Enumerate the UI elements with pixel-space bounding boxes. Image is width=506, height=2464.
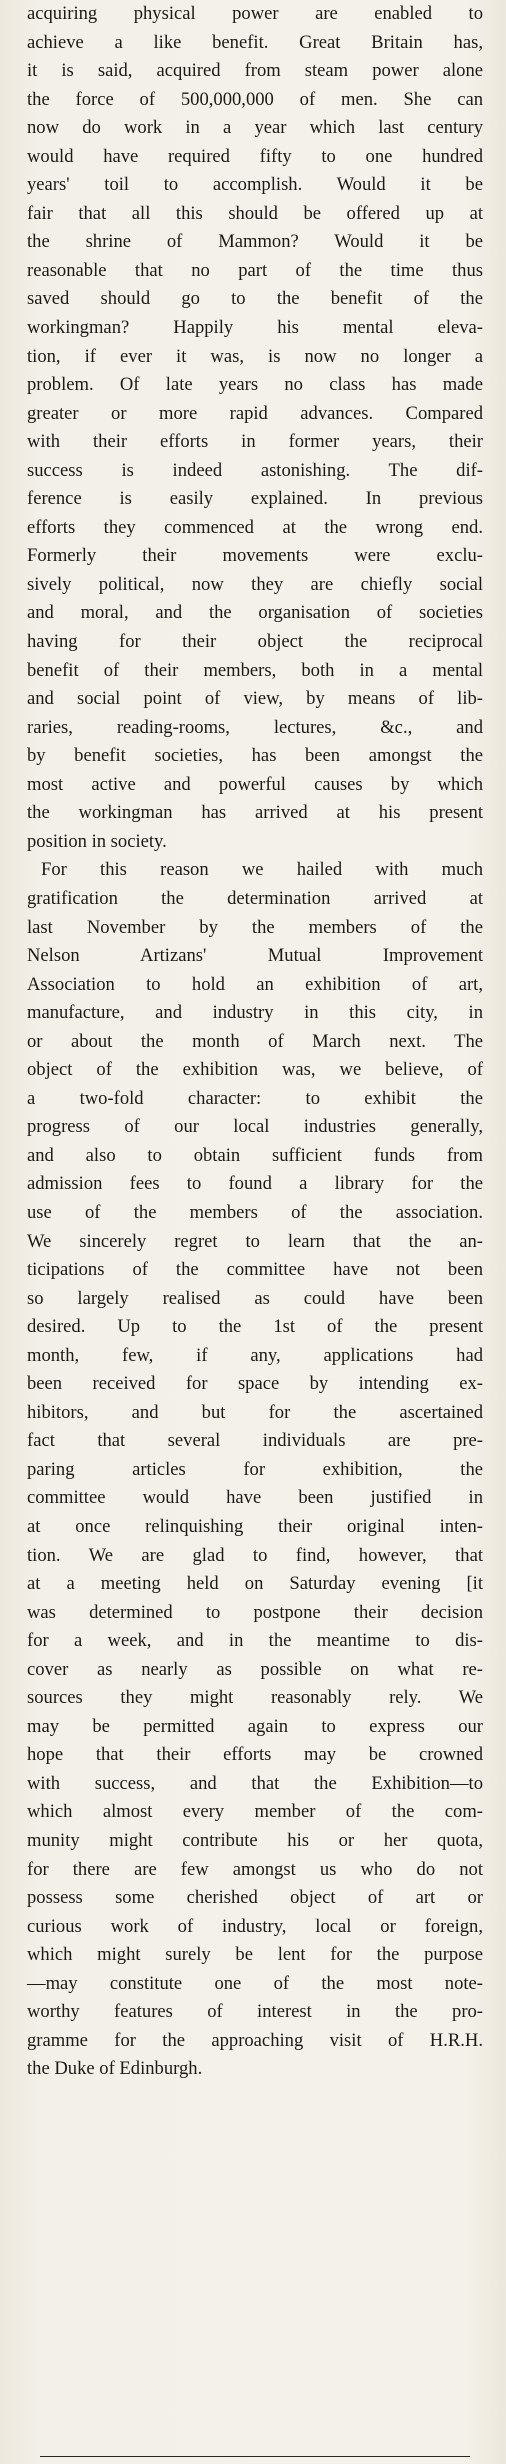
text-line: with their efforts in former years, their [27,431,483,453]
text-line: now do work in a year which last century [27,117,483,139]
text-line: Nelson Artizans' Mutual Improvement [27,945,483,967]
text-line: been received for space by intending ex- [27,1373,483,1395]
text-line: raries, reading-rooms, lectures, &c., and [27,716,483,738]
text-line: ference is easily explained. In previous [27,488,483,510]
text-line: having for their object the reciprocal [27,631,483,653]
text-line: munity might contribute his or her quota, [27,1830,483,1851]
text-line: fair that all this should be offered up at [27,202,483,224]
text-line: most active and powerful causes by which [27,773,483,795]
text-line: curious work of industry, local or foreign, [27,1915,483,1937]
text-line: which might surely be lent for the purpose [27,1944,483,1966]
text-line: admission fees to found a library for the [27,1173,483,1195]
text-line: problem. Of late years no class has made [27,374,483,396]
text-line: Association to hold an exhibition of art, [27,973,483,995]
text-line: —may constitute one of the most note- [27,1972,483,1994]
text-line: desired. Up to the 1st of the present [27,1316,483,1338]
text-line: saved should go to the benefit of the [27,288,483,310]
text-line: gratification the determination arrived at [27,887,483,909]
text-line: with success, and that the Exhibition—to [27,1772,483,1794]
text-line: For this reason we hailed with much [41,859,483,881]
text-line: progress of our local industries generally, [27,1116,483,1138]
text-line: tion, if ever it was, is now no longer a [27,345,483,367]
text-line: worthy features of interest in the pro- [27,2001,483,2023]
text-line: the Duke of Edinburgh. [27,2058,203,2080]
text-line: ticipations of the committee have not been [27,1259,483,1281]
article-column [27,0,483,2084]
text-line: and moral, and the organisation of societies [27,602,483,624]
text-line: manufacture, and industry in this city, in [27,1002,483,1024]
text-line: paring articles for exhibition, the [27,1458,483,1480]
text-line: achieve a like benefit. Great Britain has, [27,31,483,53]
text-line: the workingman has arrived at his present [27,802,483,824]
text-line: by benefit societies, has been amongst the [27,745,483,767]
text-line: tion. We are glad to find, however, that [27,1544,483,1566]
article-paragraph [27,0,483,856]
text-line: efforts they commenced at the wrong end. [27,516,483,538]
text-line: fact that several individuals are pre- [27,1430,483,1452]
text-line: possess some cherished object of art or [27,1887,483,1909]
text-line: We sincerely regret to learn that the an- [27,1230,483,1252]
text-line: gramme for the approaching visit of H.R.H. [27,2029,483,2051]
text-line: hope that their efforts may be crowned [27,1744,483,1766]
text-line: it is said, acquired from steam power alone [27,60,483,82]
text-line: success is indeed astonishing. The dif- [27,459,483,481]
text-line: was determined to postpone their decision [27,1601,483,1623]
text-line: use of the members of the association. [27,1201,483,1223]
text-line: for there are few amongst us who do not [27,1858,483,1880]
text-line: the force of 500,000,000 of men. She can [27,88,483,110]
text-line: years' toil to accomplish. Would it be [27,174,483,196]
text-line: so largely realised as could have been [27,1287,483,1309]
text-line: greater or more rapid advances. Compared [27,402,483,424]
text-line: reasonable that no part of the time thus [27,259,483,281]
text-line: and also to obtain sufficient funds from [27,1144,483,1166]
text-line: position in society. [27,830,167,852]
text-line: acquiring physical power are enabled to [27,3,483,24]
text-line: which almost every member of the com- [27,1801,483,1823]
text-line: benefit of their members, both in a mental [27,659,483,681]
text-line: hibitors, and but for the ascertained [27,1401,483,1423]
column-end-rule [40,2456,470,2457]
text-line: month, few, if any, applications had [27,1344,483,1366]
text-line: may be permitted again to express our [27,1715,483,1737]
text-line: or about the month of March next. The [27,1030,483,1052]
text-line: last November by the members of the [27,916,483,938]
text-line: for a week, and in the meantime to dis- [27,1630,483,1652]
text-line: a two-fold character: to exhibit the [27,1087,483,1109]
text-line: and social point of view, by means of lib- [27,688,483,710]
text-line: the shrine of Mammon? Would it be [27,231,483,253]
text-line: workingman? Happily his mental eleva- [27,317,483,339]
text-line: object of the exhibition was, we believe, of [27,1059,483,1081]
text-line: at a meeting held on Saturday evening [it [27,1573,483,1595]
text-line: sively political, now they are chiefly social [27,573,483,595]
text-line: committee would have been justified in [27,1487,483,1509]
article-paragraph [27,856,483,2084]
text-line: Formerly their movements were exclu- [27,545,483,567]
text-line: would have required fifty to one hundred [27,145,483,167]
text-line: sources they might reasonably rely. We [27,1687,483,1709]
text-line: at once relinquishing their original inten- [27,1515,483,1537]
text-line: cover as nearly as possible on what re- [27,1658,483,1680]
